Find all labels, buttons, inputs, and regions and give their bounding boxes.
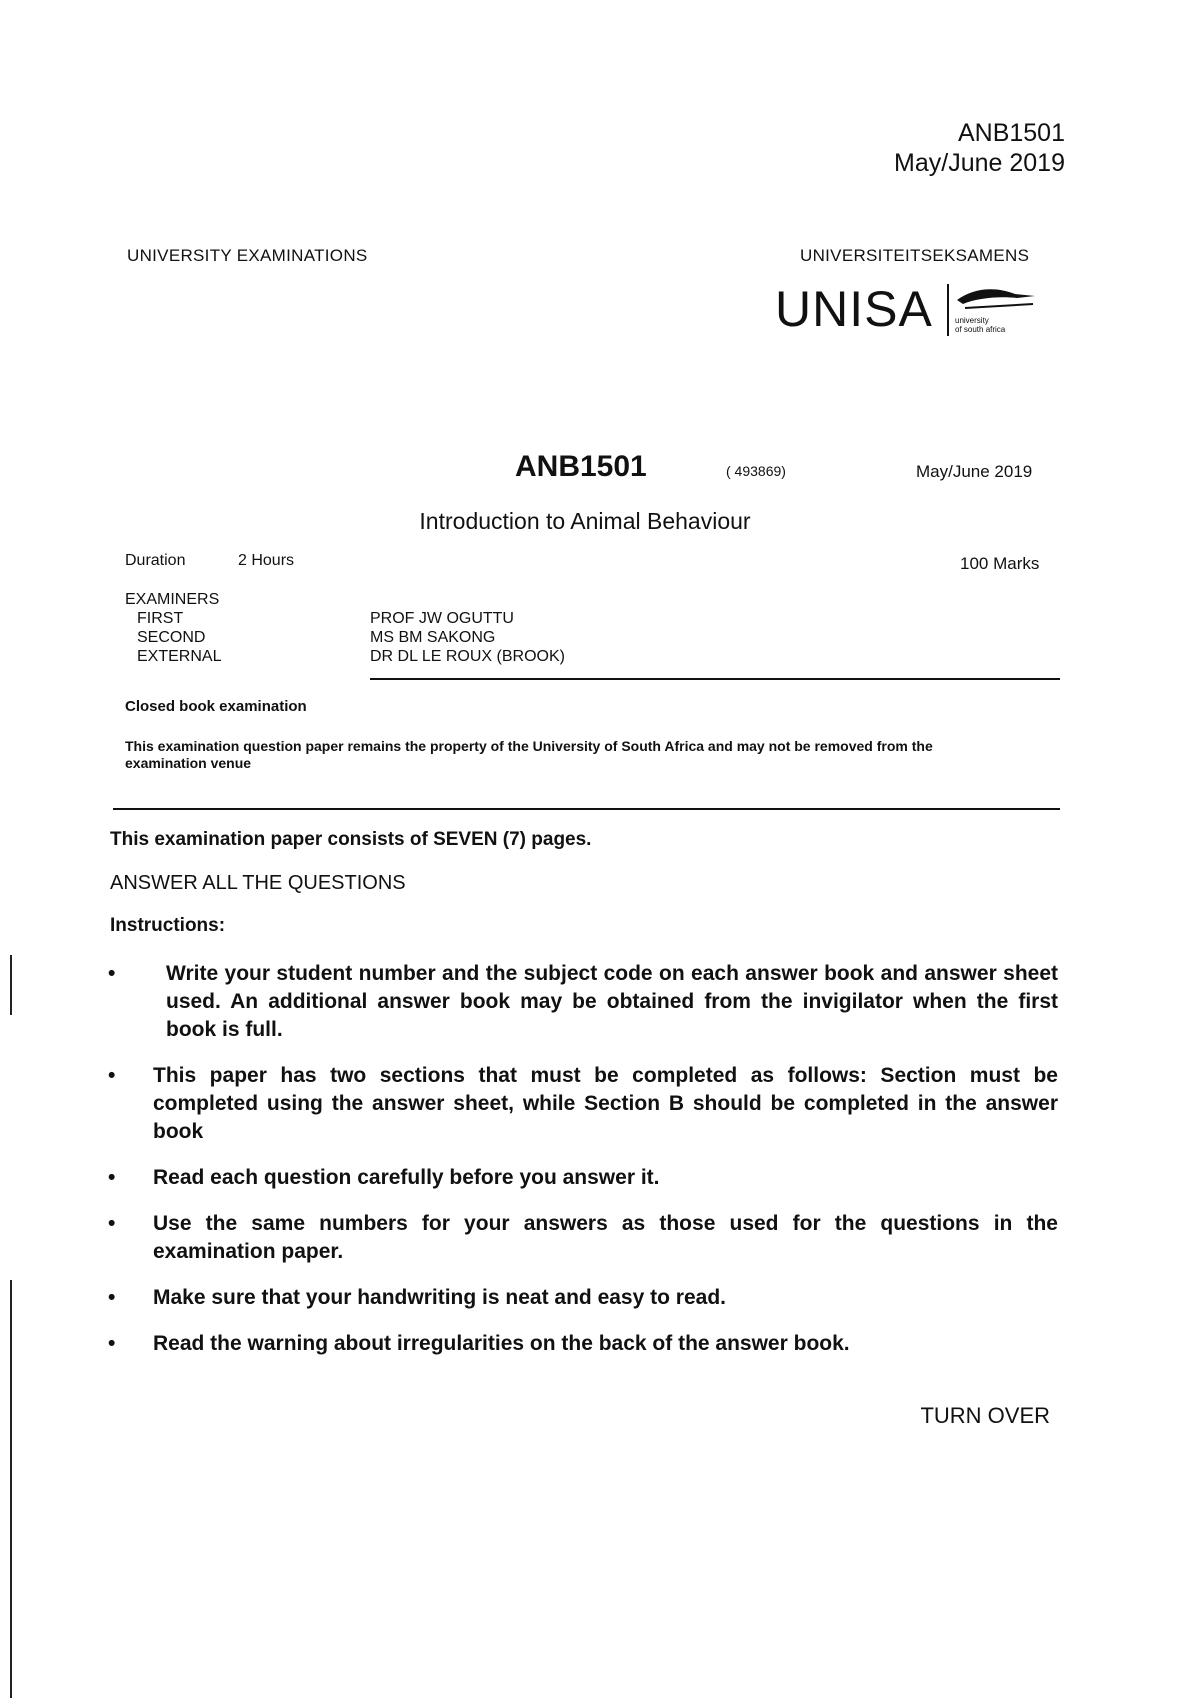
examiner-role: EXTERNAL — [137, 648, 222, 665]
logo-bird-icon — [955, 284, 1037, 314]
list-item — [108, 1284, 1058, 1312]
bullet-icon: • — [108, 1332, 116, 1355]
examiner-role: FIRST — [137, 610, 184, 627]
header-date: May/June 2019 — [894, 149, 1065, 177]
course-number: ( 493869) — [726, 463, 786, 479]
bullet-icon: • — [108, 1064, 116, 1087]
total-marks: 100 Marks — [960, 554, 1040, 573]
examiners-names — [370, 609, 565, 666]
instructions-label: Instructions: — [110, 915, 226, 936]
answer-all-heading: ANSWER ALL THE QUESTIONS — [110, 872, 406, 894]
logo-wordmark: UNISA — [775, 281, 933, 337]
examiner-name: MS BM SAKONG — [370, 629, 496, 646]
universiteitseksamens-label: UNIVERSITEITSEKSAMENS — [800, 246, 1030, 265]
logo-subtitle — [955, 316, 1005, 334]
logo-sub-line-1: university — [955, 316, 989, 325]
instruction-text: This paper has two sections that must be completed as follows: Section must be completed using the answer sheet, while Section B should be completed in the answer book — [153, 1064, 1058, 1143]
logo-divider — [947, 284, 949, 336]
closed-book-notice: Closed book examination — [125, 698, 307, 715]
instruction-text: Make sure that your handwriting is neat and easy to read. — [153, 1286, 726, 1309]
instruction-text: Read each question carefully before you answer it. — [153, 1166, 660, 1189]
header-code: ANB1501 — [957, 119, 1065, 147]
scan-margin-line — [10, 955, 12, 1015]
examiners-heading: EXAMINERS — [125, 591, 220, 608]
page-count-statement: This examination paper consists of SEVEN (7) pages. — [110, 829, 592, 850]
list-item — [108, 1062, 1058, 1146]
turn-over-label: TURN OVER — [920, 1403, 1050, 1428]
examiners-roles — [125, 590, 221, 666]
university-examinations-label: UNIVERSITY EXAMINATIONS — [127, 246, 368, 265]
course-title: Introduction to Animal Behaviour — [419, 508, 751, 534]
bullet-icon: • — [108, 1166, 116, 1189]
bullet-icon: • — [108, 1212, 116, 1235]
list-item — [108, 1330, 1058, 1358]
instruction-text: Use the same numbers for your answers as those used for the questions in the examination paper. — [153, 1212, 1058, 1263]
examiner-name: PROF JW OGUTTU — [370, 610, 514, 627]
divider-rule — [370, 678, 1060, 680]
property-notice: This examination question paper remains the property of the University of South Africa and may not be removed from the examination venue — [125, 738, 933, 771]
bullet-icon: • — [108, 1286, 116, 1309]
duration-label: Duration — [125, 552, 186, 569]
duration-value: 2 Hours — [238, 552, 295, 569]
list-item — [108, 1164, 1058, 1192]
unisa-logo — [775, 278, 1035, 342]
instruction-text: Read the warning about irregularities on the back of the answer book. — [153, 1332, 850, 1355]
bullet-icon: • — [108, 962, 116, 985]
list-item — [108, 1210, 1058, 1266]
course-code: ANB1501 — [515, 450, 647, 483]
instructions-list — [108, 960, 1058, 1376]
examiner-role: SECOND — [137, 629, 206, 646]
instruction-text: Write your student number and the subject code on each answer book and answer sheet used. An additional answer book may be obtained from the invigilator when the first book is full. — [166, 962, 1058, 1041]
divider-rule — [113, 808, 1060, 810]
header-code-block — [894, 118, 1065, 178]
scan-margin-line-lower — [10, 1280, 12, 1698]
list-item — [108, 960, 1058, 1044]
course-date: May/June 2019 — [916, 462, 1033, 481]
logo-sub-line-2: of south africa — [955, 325, 1006, 334]
examiner-name: DR DL LE ROUX (BROOK) — [370, 648, 565, 665]
